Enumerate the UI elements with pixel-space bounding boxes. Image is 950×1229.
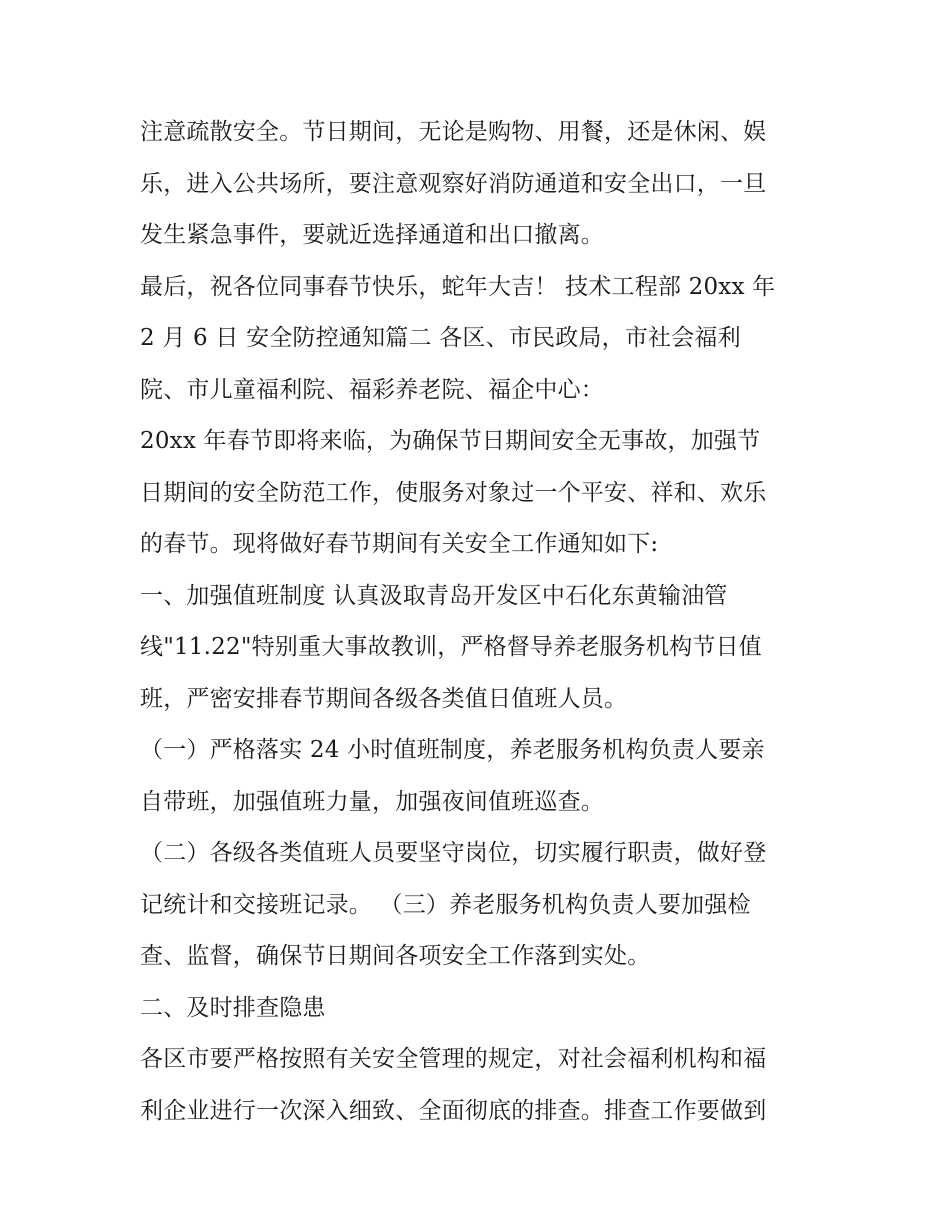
text-line: 二、及时排查隐患 [140, 994, 326, 1021]
text-line: 20xx 年春节即将来临，为确保节日期间安全无事故，加强节 [140, 428, 761, 454]
text-line: 班，严密安排春节期间各级各类值日值班人员。 [140, 685, 628, 712]
text-line: （二）各级各类值班人员要坚守岗位，切实履行职责，做好登 [140, 840, 767, 866]
text-line: 一、加强值班制度 认真汲取青岛开发区中石化东黄输油管 [140, 582, 728, 609]
text-line: 2 月 6 日 安全防控通知篇二 各区、市民政局，市社会福利 [140, 325, 741, 351]
text-line: 发生紧急事件，要就近选择通道和出口撤离。 [140, 222, 604, 248]
text-line: 乐，进入公共场所，要注意观察好消防通道和安全出口，一旦 [140, 170, 767, 197]
text-line: 自带班，加强值班力量，加强夜间值班巡查。 [140, 788, 604, 815]
text-line: 利企业进行一次深入细致、全面彻底的排查。排查工作要做到 [140, 1097, 767, 1124]
text-line: 最后，祝各位同事春节快乐，蛇年大吉！ 技术工程部 20xx 年 [140, 273, 776, 300]
text-line: 注意疏散安全。节日期间，无论是购物、用餐，还是休闲、娱 [140, 119, 767, 145]
text-line: 日期间的安全防范工作，使服务对象过一个平安、祥和、欢乐 [140, 479, 767, 506]
text-line: 记统计和交接班记录。 （三）养老服务机构负责人要加强检 [140, 891, 751, 918]
text-line: （一）严格落实 24 小时值班制度，养老服务机构负责人要亲 [140, 737, 765, 763]
text-line: 线"11.22"特别重大事故教训，严格督导养老服务机构节日值 [140, 634, 763, 660]
text-line: 查、监督，确保节日期间各项安全工作落到实处。 [140, 943, 651, 969]
text-line: 各区市要严格按照有关安全管理的规定，对社会福利机构和福 [140, 1046, 767, 1072]
text-line: 的春节。现将做好春节期间有关安全工作通知如下: [140, 531, 659, 557]
document-body [140, 107, 820, 1137]
text-line: 院、市儿童福利院、福彩养老院、福企中心： [140, 376, 604, 403]
